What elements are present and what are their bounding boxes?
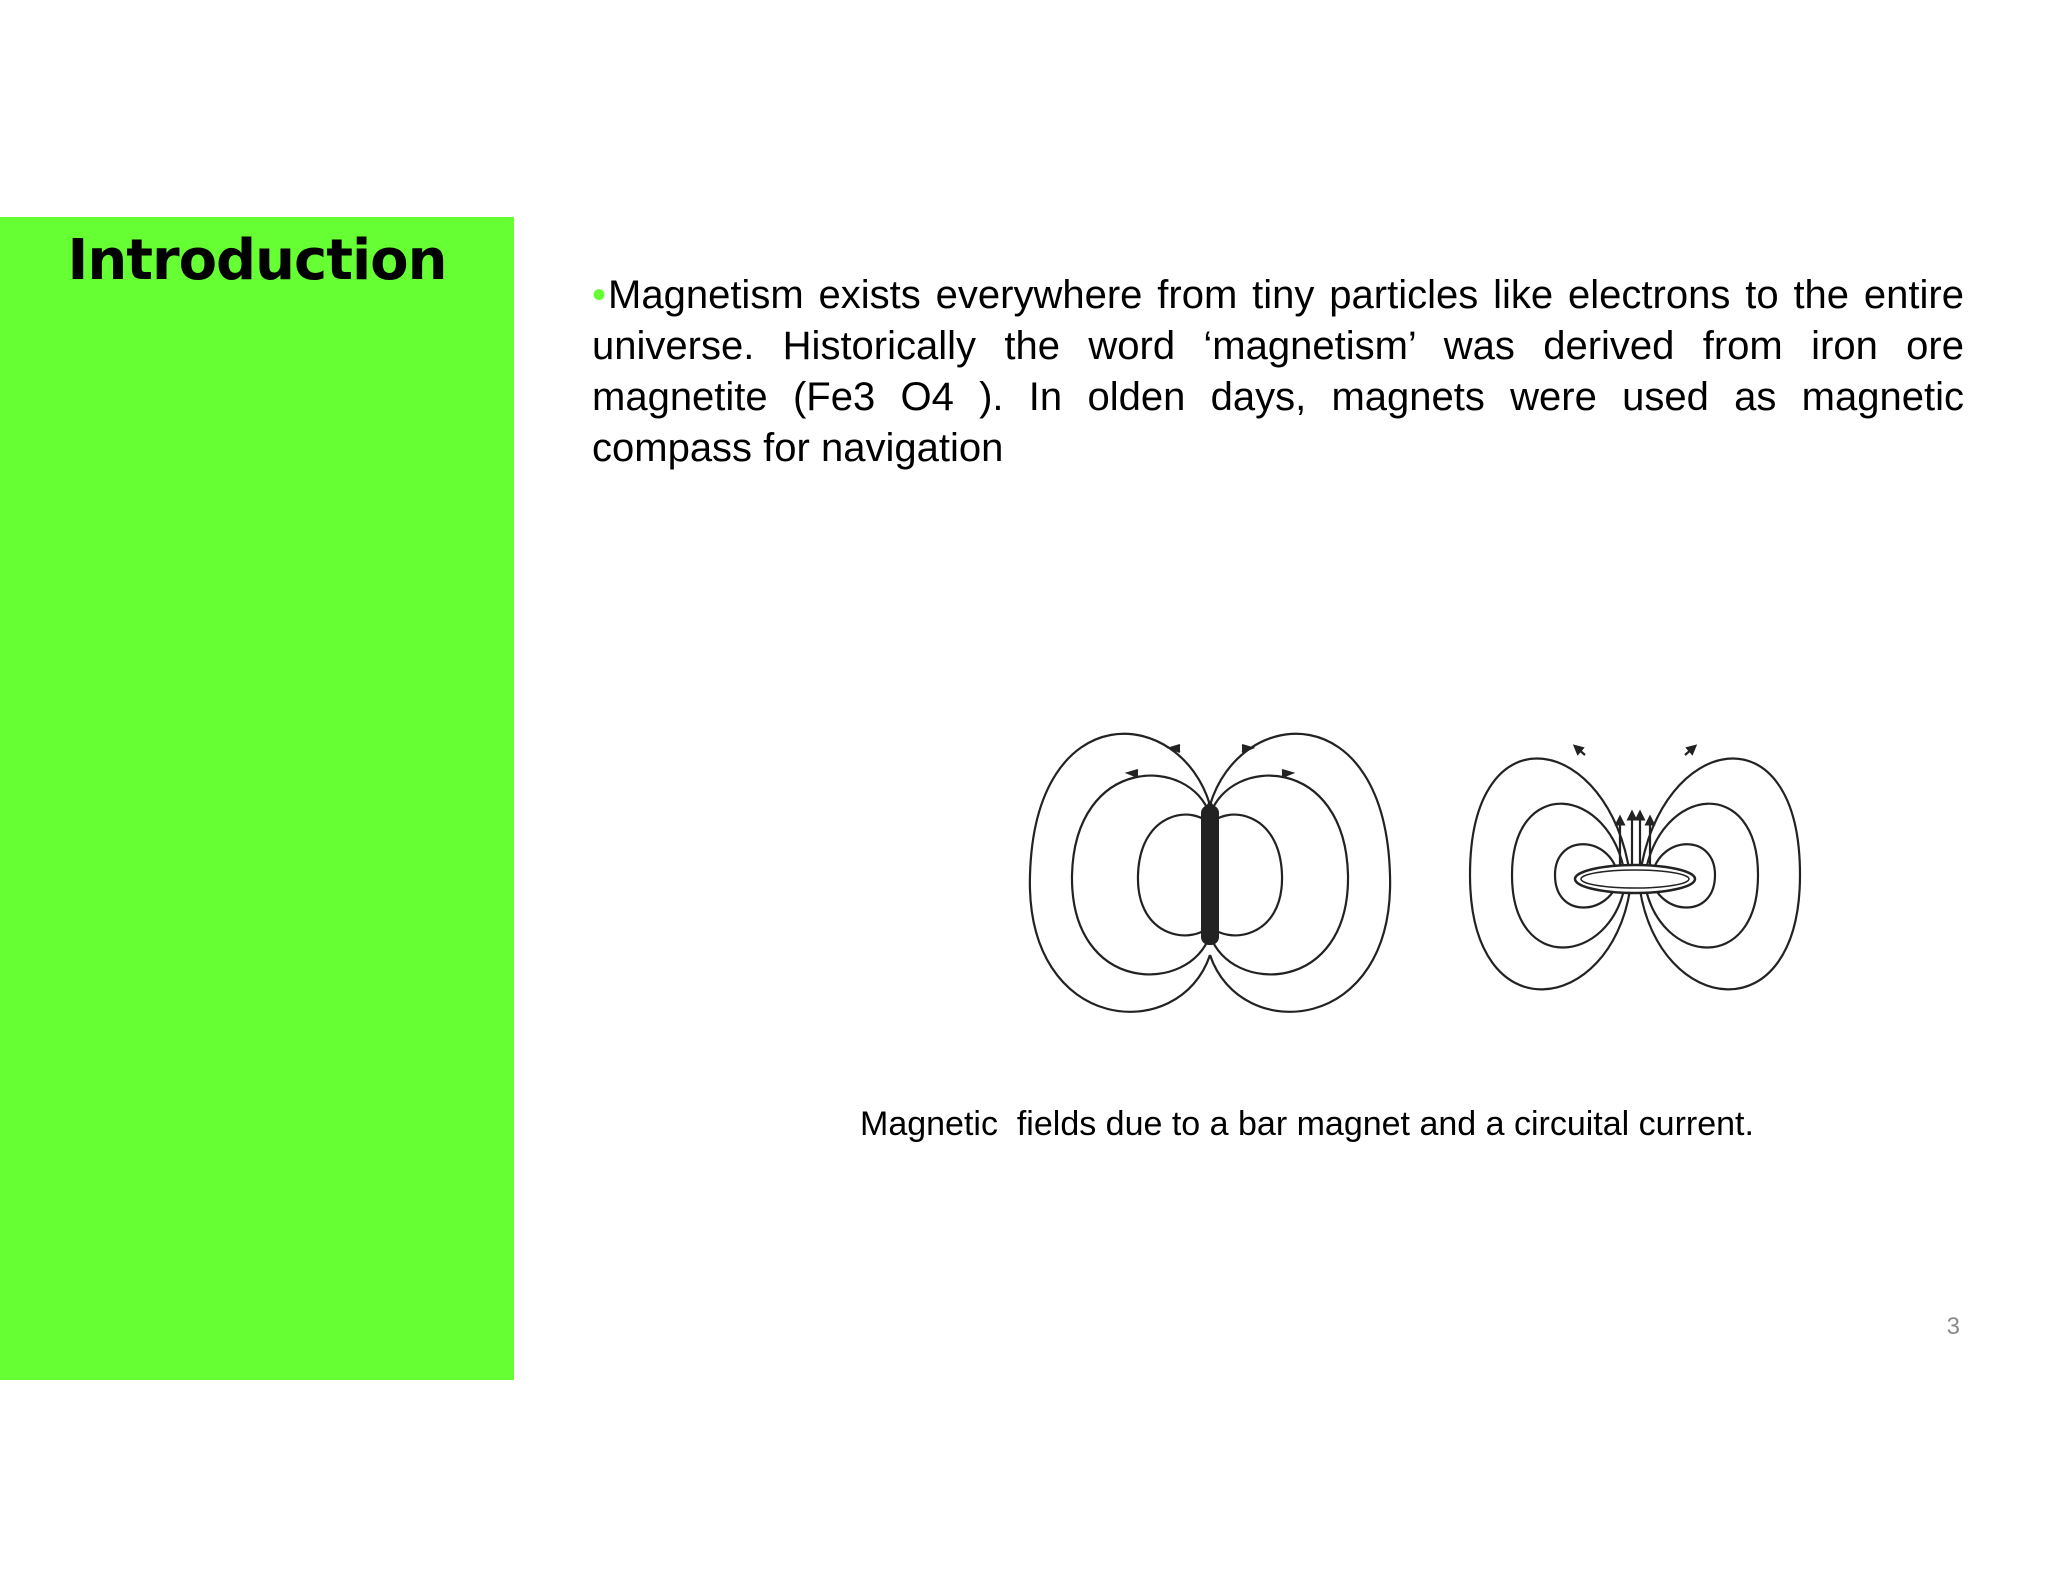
body-text: Magnetism exists everywhere from tiny particles like electrons to the entire universe. Historically the word ‘magnetism’ was derived from iron ore magnetite (Fe3 O4 ). In olden days, magnets were used as magnetic compass for navigation bbox=[592, 273, 1964, 470]
page-number: 3 bbox=[1946, 1313, 1960, 1340]
magnetic-field-lines-diagram bbox=[1020, 715, 1840, 1035]
bar-magnet-field bbox=[1030, 734, 1390, 1012]
current-loop-field bbox=[1470, 748, 1800, 989]
accent-side-panel bbox=[0, 217, 514, 1380]
figure-caption: Magnetic fields due to a bar magnet and a circuital current. bbox=[860, 1105, 1754, 1143]
bullet-marker: • bbox=[592, 273, 607, 317]
body-paragraph bbox=[592, 270, 1964, 474]
slide-title: Introduction bbox=[67, 228, 447, 293]
